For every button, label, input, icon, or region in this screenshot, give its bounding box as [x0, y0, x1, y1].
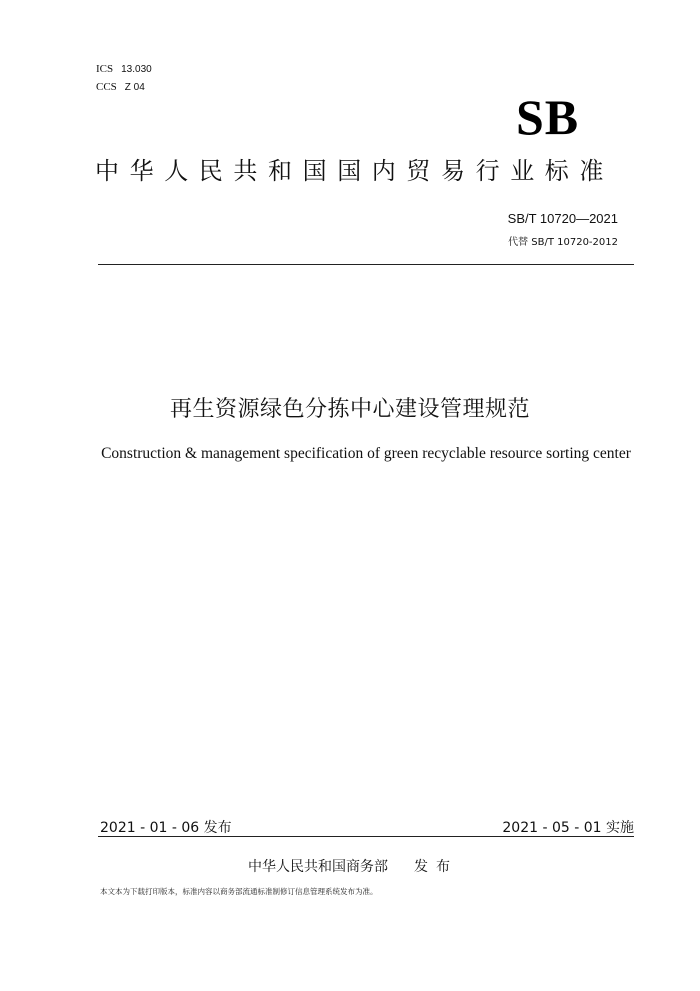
ccs-line — [96, 80, 145, 95]
ics-line — [96, 62, 152, 77]
document-title-en: Construction & management specification of green recyclable resource sorting center — [101, 445, 631, 462]
effective-date: 2021 - 05 - 01 实施 — [502, 820, 634, 836]
ccs-code: Z 04 — [124, 82, 145, 93]
standard-category: 中华人民共和国国内贸易行业标准 — [95, 157, 614, 185]
publisher-action: 发布 — [414, 859, 458, 875]
standard-number: SB/T 10720—2021 — [507, 211, 618, 226]
ccs-label: CCS — [96, 81, 117, 93]
ics-code: 13.030 — [121, 64, 152, 75]
download-footnote: 本文本为下载打印版本，标准内容以商务部流通标准制修订信息管理系统发布为准。 — [100, 887, 378, 896]
ics-label: ICS — [96, 63, 114, 75]
standard-replaces: 代替 SB/T 10720-2012 — [508, 237, 618, 248]
footer-divider — [98, 836, 634, 837]
document-title-zh: 再生资源绿色分拣中心建设管理规范 — [169, 397, 530, 422]
header-divider — [98, 264, 634, 265]
publisher-name: 中华人民共和国商务部 — [248, 859, 388, 875]
publisher-line — [248, 856, 458, 876]
issue-date: 2021 - 01 - 06 发布 — [100, 820, 232, 836]
sb-logo: SB — [516, 89, 580, 145]
